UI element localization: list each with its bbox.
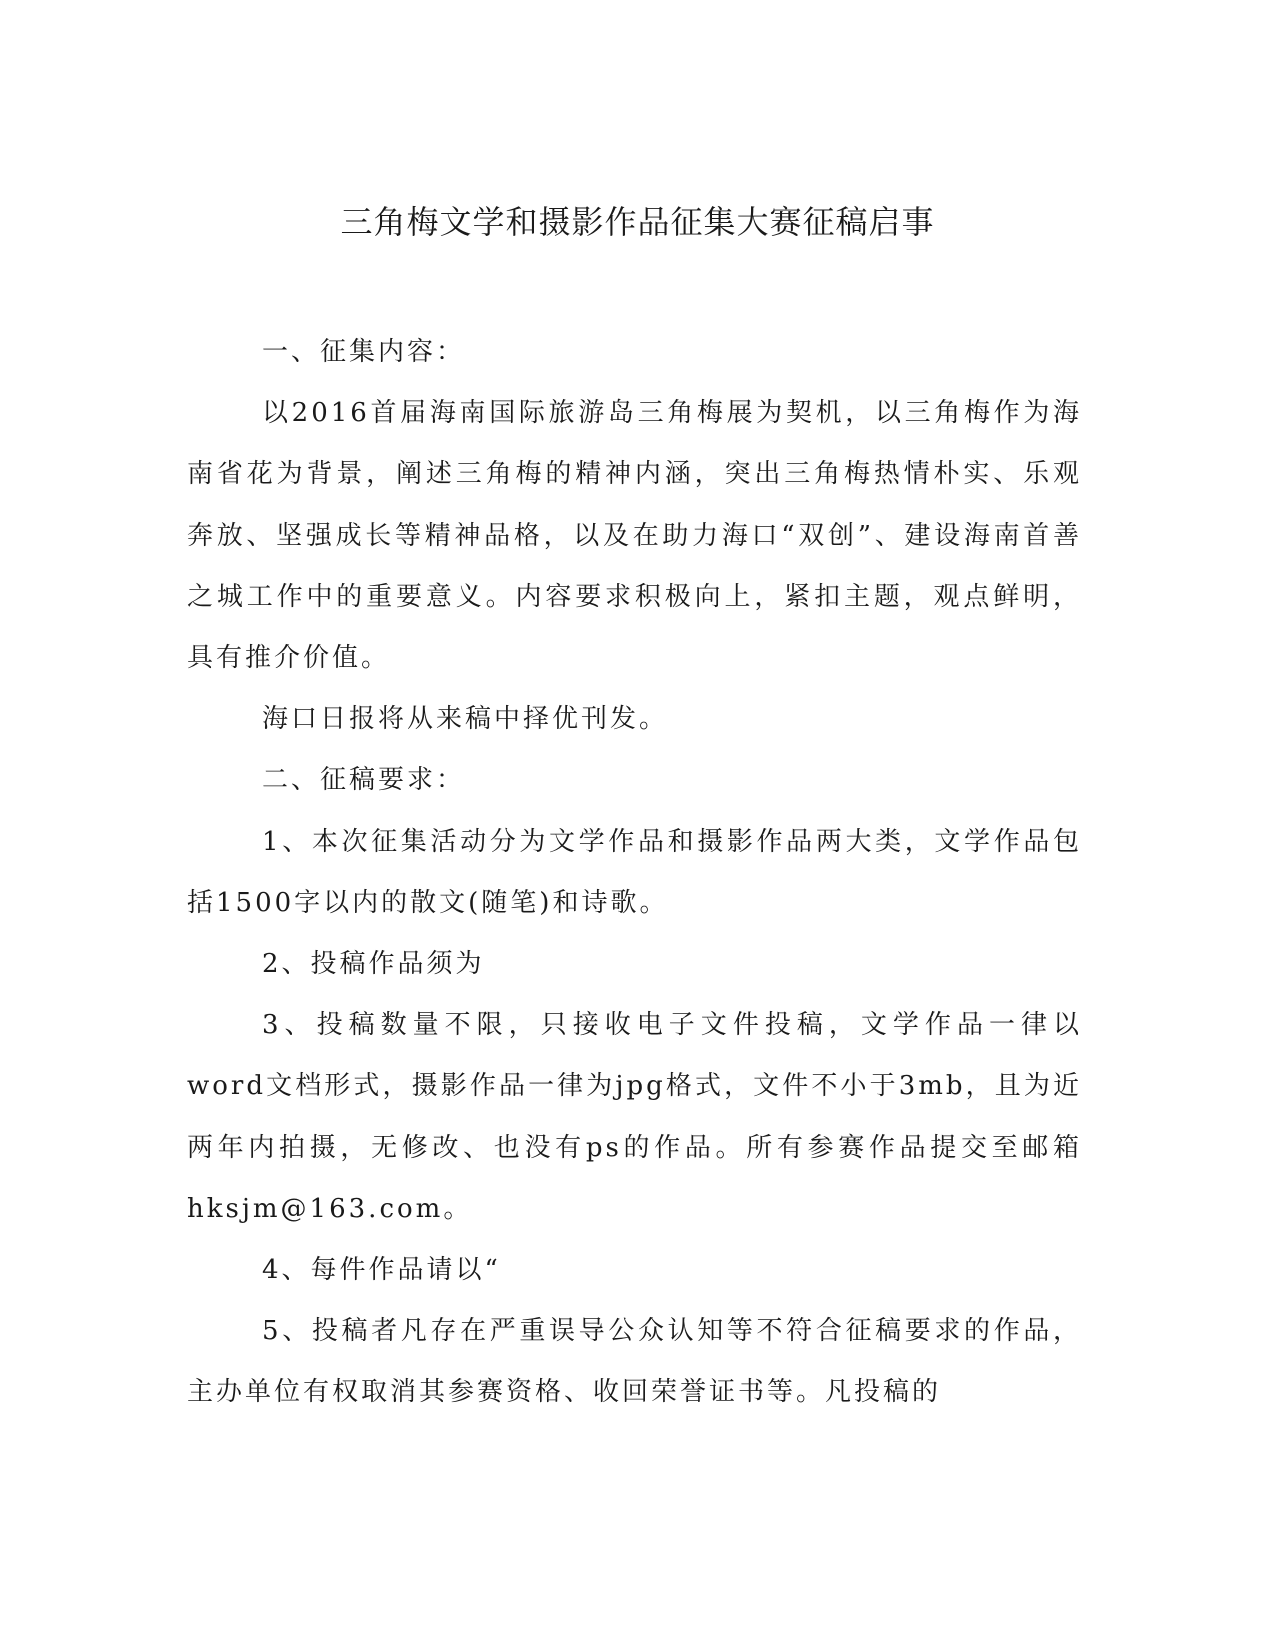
paragraph-content-description: 以2016首届海南国际旅游岛三角梅展为契机，以三角梅作为海南省花为背景，阐述三角梅的精神内涵，突出三角梅热情朴实、乐观奔放、坚强成长等精神品格，以及在助力海口“双创”、建设海南首善之城工作中的重要意义。内容要求积极向上，紧扣主题，观点鲜明，具有推介价值。 (187, 398, 1082, 674)
requirement-item-4: 4、每件作品请以“ (262, 1255, 501, 1286)
document-title: 三角梅文学和摄影作品征集大赛征稿启事 (340, 203, 935, 241)
section-heading-content: 一、征集内容： (262, 337, 466, 367)
requirement-item-1: 1、本次征集活动分为文学作品和摄影作品两大类，文学作品包括1500字以内的散文(随笔)和诗歌。 (187, 826, 1082, 918)
requirement-item-3: 3、投稿数量不限，只接收电子文件投稿，文学作品一律以word文档形式，摄影作品一律为jpg格式，文件不小于3mb，且为近两年内拍摄，无修改、也没有ps的作品。所有参赛作品提交至邮箱hksjm@163.com。 (187, 1010, 1082, 1224)
document-body (187, 322, 1082, 1424)
paragraph-publication-note: 海口日报将从来稿中择优刊发。 (262, 704, 669, 735)
requirement-item-5: 5、投稿者凡存在严重误导公众认知等不符合征稿要求的作品，主办单位有权取消其参赛资格、收回荣誉证书等。凡投稿的 (187, 1316, 1082, 1408)
requirement-item-2: 2、投稿作品须为 (262, 949, 485, 980)
section-heading-requirements: 二、征稿要求： (262, 765, 466, 796)
